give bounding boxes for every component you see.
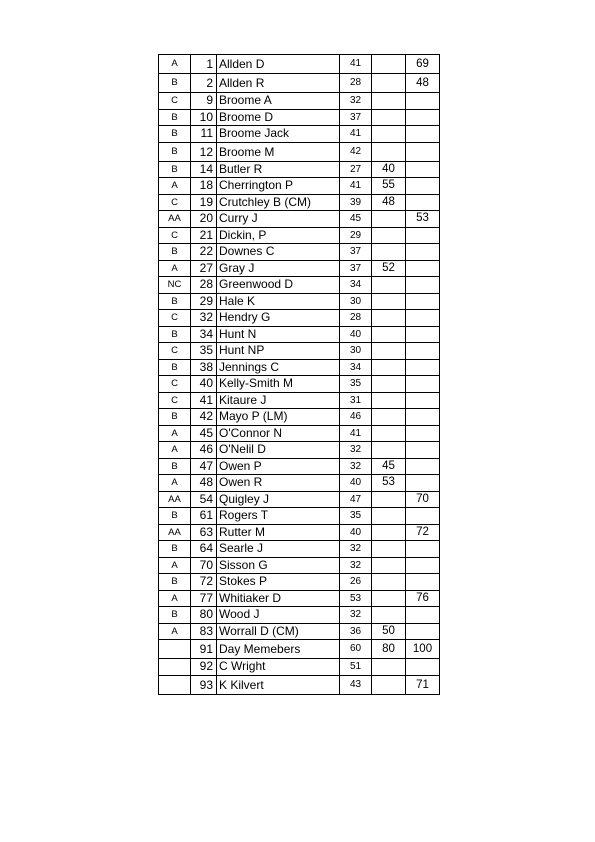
name-cell: Owen P — [217, 458, 340, 475]
value-1-cell: 28 — [340, 74, 372, 93]
grade-cell: B — [159, 142, 191, 161]
grade-cell: A — [159, 590, 191, 607]
value-3-cell — [406, 326, 440, 343]
value-3-cell — [406, 161, 440, 178]
value-3-cell — [406, 607, 440, 624]
table-row — [159, 326, 440, 343]
grade-cell: C — [159, 343, 191, 360]
grade-cell: A — [159, 557, 191, 574]
number-cell: 27 — [191, 260, 217, 277]
grade-cell: B — [159, 74, 191, 93]
name-cell: Greenwood D — [217, 277, 340, 294]
grade-cell — [159, 675, 191, 694]
value-1-cell: 41 — [340, 126, 372, 143]
value-1-cell: 39 — [340, 194, 372, 211]
value-1-cell: 34 — [340, 277, 372, 294]
table-row — [159, 508, 440, 525]
value-3-cell — [406, 659, 440, 676]
name-cell: C Wright — [217, 659, 340, 676]
table-row — [159, 623, 440, 640]
number-cell: 12 — [191, 142, 217, 161]
value-2-cell: 53 — [372, 475, 406, 492]
table-row — [159, 475, 440, 492]
number-cell: 38 — [191, 359, 217, 376]
name-cell: Hendry G — [217, 310, 340, 327]
name-cell: Hale K — [217, 293, 340, 310]
grade-cell: B — [159, 508, 191, 525]
number-cell: 41 — [191, 392, 217, 409]
value-1-cell: 40 — [340, 326, 372, 343]
value-1-cell: 30 — [340, 343, 372, 360]
value-2-cell — [372, 109, 406, 126]
table-row — [159, 491, 440, 508]
value-3-cell — [406, 277, 440, 294]
grade-cell: B — [159, 607, 191, 624]
value-2-cell — [372, 425, 406, 442]
number-cell: 92 — [191, 659, 217, 676]
name-cell: Broome A — [217, 93, 340, 110]
value-3-cell: 72 — [406, 524, 440, 541]
value-2-cell — [372, 557, 406, 574]
grade-cell — [159, 640, 191, 659]
number-cell: 19 — [191, 194, 217, 211]
table-row — [159, 359, 440, 376]
grade-cell: B — [159, 293, 191, 310]
value-2-cell: 80 — [372, 640, 406, 659]
value-2-cell — [372, 74, 406, 93]
value-1-cell: 27 — [340, 161, 372, 178]
grade-cell: B — [159, 326, 191, 343]
name-cell: Mayo P (LM) — [217, 409, 340, 426]
name-cell: Allden R — [217, 74, 340, 93]
value-1-cell: 36 — [340, 623, 372, 640]
value-2-cell — [372, 659, 406, 676]
name-cell: Kitaure J — [217, 392, 340, 409]
value-3-cell — [406, 310, 440, 327]
number-cell: 18 — [191, 178, 217, 195]
number-cell: 11 — [191, 126, 217, 143]
name-cell: Broome D — [217, 109, 340, 126]
value-2-cell — [372, 142, 406, 161]
number-cell: 61 — [191, 508, 217, 525]
grade-cell: A — [159, 260, 191, 277]
value-1-cell: 51 — [340, 659, 372, 676]
table-row — [159, 93, 440, 110]
number-cell: 9 — [191, 93, 217, 110]
number-cell: 28 — [191, 277, 217, 294]
grade-cell: NC — [159, 277, 191, 294]
table-row — [159, 409, 440, 426]
value-3-cell — [406, 376, 440, 393]
value-3-cell — [406, 126, 440, 143]
table-row — [159, 109, 440, 126]
value-2-cell: 55 — [372, 178, 406, 195]
grade-cell: C — [159, 93, 191, 110]
value-3-cell: 69 — [406, 55, 440, 74]
value-3-cell — [406, 178, 440, 195]
number-cell: 2 — [191, 74, 217, 93]
grade-cell: A — [159, 55, 191, 74]
value-3-cell — [406, 442, 440, 459]
table-row — [159, 442, 440, 459]
value-1-cell: 32 — [340, 442, 372, 459]
value-2-cell — [372, 508, 406, 525]
value-2-cell — [372, 359, 406, 376]
value-2-cell — [372, 607, 406, 624]
value-3-cell — [406, 574, 440, 591]
grade-cell: A — [159, 442, 191, 459]
value-1-cell: 40 — [340, 524, 372, 541]
value-1-cell: 32 — [340, 541, 372, 558]
table-row — [159, 590, 440, 607]
number-cell: 35 — [191, 343, 217, 360]
name-cell: Butler R — [217, 161, 340, 178]
table-row — [159, 244, 440, 261]
value-1-cell: 41 — [340, 55, 372, 74]
name-cell: Quigley J — [217, 491, 340, 508]
value-1-cell: 43 — [340, 675, 372, 694]
name-cell: Curry J — [217, 211, 340, 228]
name-cell: Kelly-Smith M — [217, 376, 340, 393]
value-3-cell — [406, 541, 440, 558]
name-cell: Gray J — [217, 260, 340, 277]
value-3-cell — [406, 409, 440, 426]
name-cell: Whitiaker D — [217, 590, 340, 607]
table-row — [159, 293, 440, 310]
number-cell: 14 — [191, 161, 217, 178]
value-1-cell: 34 — [340, 359, 372, 376]
value-2-cell — [372, 675, 406, 694]
value-1-cell: 37 — [340, 109, 372, 126]
number-cell: 21 — [191, 227, 217, 244]
table-row — [159, 277, 440, 294]
number-cell: 63 — [191, 524, 217, 541]
grade-cell: C — [159, 227, 191, 244]
grade-cell: B — [159, 109, 191, 126]
value-2-cell — [372, 126, 406, 143]
value-1-cell: 32 — [340, 557, 372, 574]
value-2-cell — [372, 343, 406, 360]
number-cell: 45 — [191, 425, 217, 442]
grade-cell: A — [159, 178, 191, 195]
number-cell: 48 — [191, 475, 217, 492]
value-2-cell — [372, 55, 406, 74]
value-3-cell — [406, 194, 440, 211]
value-2-cell — [372, 277, 406, 294]
value-3-cell: 70 — [406, 491, 440, 508]
name-cell: Worrall D (CM) — [217, 623, 340, 640]
table-row — [159, 260, 440, 277]
number-cell: 93 — [191, 675, 217, 694]
grade-cell: C — [159, 392, 191, 409]
members-table-body — [159, 55, 440, 695]
table-row — [159, 74, 440, 93]
value-1-cell: 41 — [340, 178, 372, 195]
table-row — [159, 161, 440, 178]
table-row — [159, 310, 440, 327]
grade-cell: AA — [159, 524, 191, 541]
number-cell: 77 — [191, 590, 217, 607]
number-cell: 20 — [191, 211, 217, 228]
value-3-cell: 53 — [406, 211, 440, 228]
name-cell: Allden D — [217, 55, 340, 74]
value-3-cell — [406, 343, 440, 360]
table-row — [159, 178, 440, 195]
value-1-cell: 42 — [340, 142, 372, 161]
number-cell: 64 — [191, 541, 217, 558]
value-3-cell: 100 — [406, 640, 440, 659]
value-3-cell — [406, 227, 440, 244]
value-2-cell: 48 — [372, 194, 406, 211]
table-row — [159, 227, 440, 244]
value-2-cell — [372, 442, 406, 459]
name-cell: Dickin, P — [217, 227, 340, 244]
name-cell: Broome M — [217, 142, 340, 161]
value-1-cell: 28 — [340, 310, 372, 327]
number-cell: 32 — [191, 310, 217, 327]
number-cell: 47 — [191, 458, 217, 475]
name-cell: Crutchley B (CM) — [217, 194, 340, 211]
value-2-cell — [372, 326, 406, 343]
name-cell: O'Connor N — [217, 425, 340, 442]
name-cell: Rutter M — [217, 524, 340, 541]
value-2-cell — [372, 524, 406, 541]
grade-cell: A — [159, 425, 191, 442]
table-row — [159, 640, 440, 659]
value-1-cell: 32 — [340, 607, 372, 624]
table-row — [159, 557, 440, 574]
value-1-cell: 47 — [340, 491, 372, 508]
value-1-cell: 41 — [340, 425, 372, 442]
value-2-cell: 40 — [372, 161, 406, 178]
value-3-cell — [406, 475, 440, 492]
value-1-cell: 32 — [340, 458, 372, 475]
value-2-cell — [372, 293, 406, 310]
value-2-cell — [372, 409, 406, 426]
table-row — [159, 126, 440, 143]
name-cell: Sisson G — [217, 557, 340, 574]
table-row — [159, 392, 440, 409]
value-3-cell — [406, 142, 440, 161]
value-1-cell: 45 — [340, 211, 372, 228]
number-cell: 34 — [191, 326, 217, 343]
table-row — [159, 607, 440, 624]
number-cell: 1 — [191, 55, 217, 74]
grade-cell: AA — [159, 491, 191, 508]
members-table — [158, 54, 440, 695]
value-2-cell — [372, 392, 406, 409]
name-cell: Hunt N — [217, 326, 340, 343]
grade-cell: B — [159, 541, 191, 558]
table-row — [159, 425, 440, 442]
value-2-cell — [372, 590, 406, 607]
name-cell: Wood J — [217, 607, 340, 624]
grade-cell: B — [159, 359, 191, 376]
table-row — [159, 574, 440, 591]
value-1-cell: 40 — [340, 475, 372, 492]
number-cell: 54 — [191, 491, 217, 508]
name-cell: Jennings C — [217, 359, 340, 376]
value-2-cell — [372, 211, 406, 228]
grade-cell: C — [159, 376, 191, 393]
value-3-cell — [406, 260, 440, 277]
grade-cell: B — [159, 126, 191, 143]
number-cell: 72 — [191, 574, 217, 591]
table-row — [159, 524, 440, 541]
value-3-cell — [406, 623, 440, 640]
table-row — [159, 194, 440, 211]
grade-cell: C — [159, 310, 191, 327]
number-cell: 22 — [191, 244, 217, 261]
table-row — [159, 142, 440, 161]
name-cell: Searle J — [217, 541, 340, 558]
grade-cell: B — [159, 409, 191, 426]
number-cell: 80 — [191, 607, 217, 624]
value-1-cell: 46 — [340, 409, 372, 426]
table-row — [159, 659, 440, 676]
value-1-cell: 30 — [340, 293, 372, 310]
value-3-cell: 76 — [406, 590, 440, 607]
value-2-cell — [372, 574, 406, 591]
number-cell: 91 — [191, 640, 217, 659]
value-1-cell: 37 — [340, 244, 372, 261]
value-1-cell: 37 — [340, 260, 372, 277]
table-row — [159, 458, 440, 475]
value-3-cell — [406, 109, 440, 126]
value-2-cell — [372, 376, 406, 393]
value-1-cell: 60 — [340, 640, 372, 659]
grade-cell — [159, 659, 191, 676]
value-2-cell — [372, 541, 406, 558]
number-cell: 46 — [191, 442, 217, 459]
value-3-cell — [406, 458, 440, 475]
number-cell: 10 — [191, 109, 217, 126]
name-cell: K Kilvert — [217, 675, 340, 694]
value-2-cell: 50 — [372, 623, 406, 640]
grade-cell: B — [159, 161, 191, 178]
grade-cell: B — [159, 574, 191, 591]
grade-cell: C — [159, 194, 191, 211]
value-1-cell: 29 — [340, 227, 372, 244]
value-1-cell: 31 — [340, 392, 372, 409]
value-1-cell: 26 — [340, 574, 372, 591]
value-3-cell — [406, 392, 440, 409]
grade-cell: B — [159, 458, 191, 475]
name-cell: Owen R — [217, 475, 340, 492]
table-row — [159, 376, 440, 393]
value-3-cell — [406, 293, 440, 310]
name-cell: Rogers T — [217, 508, 340, 525]
value-2-cell — [372, 310, 406, 327]
value-3-cell — [406, 93, 440, 110]
number-cell: 42 — [191, 409, 217, 426]
value-3-cell — [406, 425, 440, 442]
grade-cell: A — [159, 475, 191, 492]
value-3-cell — [406, 557, 440, 574]
table-row — [159, 55, 440, 74]
value-2-cell: 45 — [372, 458, 406, 475]
grade-cell: AA — [159, 211, 191, 228]
grade-cell: B — [159, 244, 191, 261]
value-2-cell — [372, 491, 406, 508]
value-1-cell: 53 — [340, 590, 372, 607]
value-2-cell — [372, 227, 406, 244]
value-3-cell: 48 — [406, 74, 440, 93]
value-3-cell — [406, 508, 440, 525]
name-cell: Cherrington P — [217, 178, 340, 195]
value-1-cell: 35 — [340, 376, 372, 393]
value-2-cell: 52 — [372, 260, 406, 277]
table-row — [159, 541, 440, 558]
value-1-cell: 32 — [340, 93, 372, 110]
value-3-cell — [406, 359, 440, 376]
name-cell: Downes C — [217, 244, 340, 261]
name-cell: Broome Jack — [217, 126, 340, 143]
name-cell: Stokes P — [217, 574, 340, 591]
value-2-cell — [372, 93, 406, 110]
value-1-cell: 35 — [340, 508, 372, 525]
number-cell: 29 — [191, 293, 217, 310]
value-2-cell — [372, 244, 406, 261]
value-3-cell: 71 — [406, 675, 440, 694]
name-cell: Day Memebers — [217, 640, 340, 659]
table-row — [159, 675, 440, 694]
number-cell: 40 — [191, 376, 217, 393]
value-3-cell — [406, 244, 440, 261]
name-cell: Hunt NP — [217, 343, 340, 360]
number-cell: 83 — [191, 623, 217, 640]
table-row — [159, 343, 440, 360]
number-cell: 70 — [191, 557, 217, 574]
table-row — [159, 211, 440, 228]
name-cell: O'Nelil D — [217, 442, 340, 459]
grade-cell: A — [159, 623, 191, 640]
